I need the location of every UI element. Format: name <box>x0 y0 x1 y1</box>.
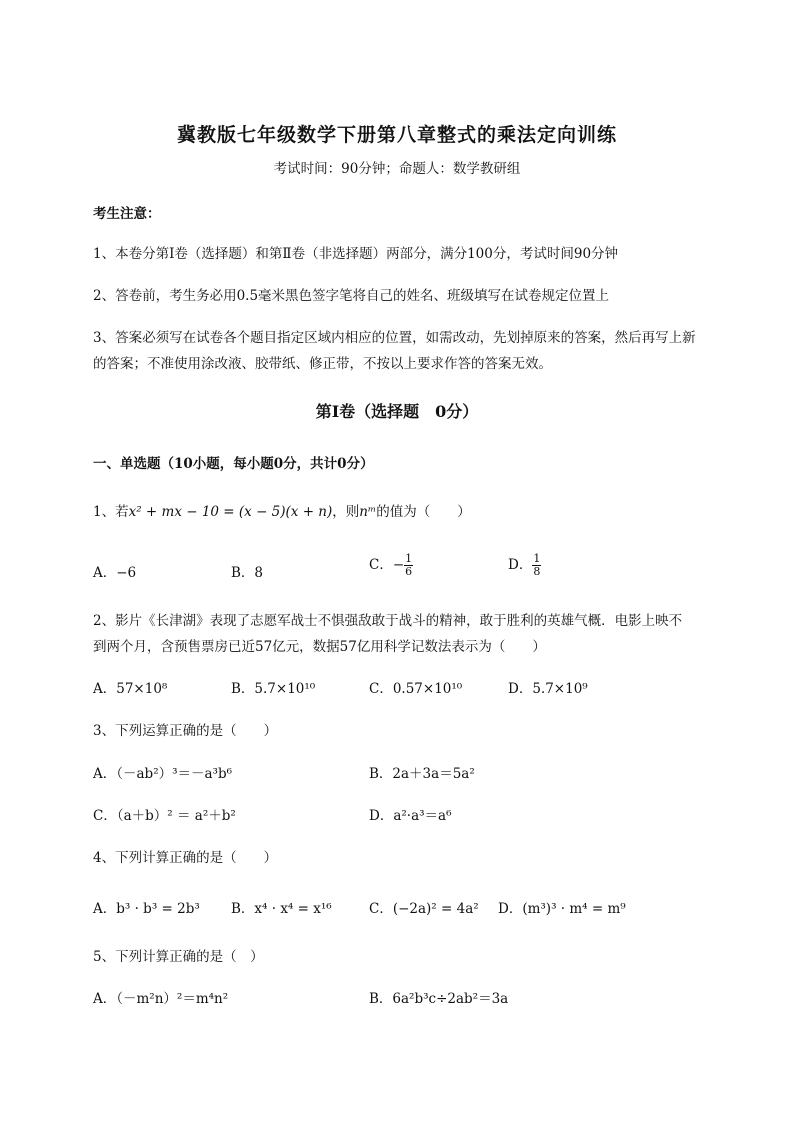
question-1-suffix: 的值为（ ） <box>376 504 471 520</box>
question-3-option-c: C．（a＋b）² ＝ a²＋b² <box>93 808 236 824</box>
notice-heading: 考生注意： <box>93 206 161 222</box>
question-3-option-d: D．a²·a³＝a⁶ <box>369 808 452 824</box>
notice-item-3: 3、答案必须写在试卷各个题目指定区域内相应的位置，如需改动，先划掉原来的答案，然后再写上新 <box>93 330 696 346</box>
question-1-option-c-label: C．− <box>369 557 405 573</box>
question-1-option-a: A．−6 <box>93 565 137 581</box>
question-3-stem: 3、下列运算正确的是（ ） <box>93 723 278 739</box>
fraction <box>404 553 413 578</box>
part-heading: 一、单选题（10小题，每小题0分，共计0分） <box>93 456 374 472</box>
question-4-option-d: D．(m³)³ · m⁴ = m⁹ <box>498 901 626 917</box>
question-1-prefix: 1、若 <box>93 504 129 520</box>
question-1-option-c <box>369 553 413 578</box>
question-5-stem: 5、下列计算正确的是（ ） <box>93 949 264 965</box>
exam-title: 冀教版七年级数学下册第八章整式的乘法定向训练 <box>176 124 617 146</box>
question-3-option-b: B．2a＋3a＝5a² <box>369 766 475 782</box>
section-title: 第I卷（选择题 0分） <box>315 402 479 421</box>
question-2-stem-line-2: 到两个月，含预售票房已近57亿元，数据57亿用科学记数法表示为（ ） <box>93 639 546 655</box>
question-1-option-d-label: D． <box>508 557 533 573</box>
question-4-option-b: B．x⁴ · x⁴ = x¹⁶ <box>231 901 332 917</box>
question-1-power: nᵐ <box>359 504 377 520</box>
fraction-numerator: 1 <box>405 552 413 565</box>
question-2-option-c: C．0.57×10¹⁰ <box>369 681 463 697</box>
question-1-equation: x² + mx − 10 = (x − 5)(x + n) <box>128 504 333 520</box>
question-1-option-b: B．8 <box>231 565 264 581</box>
question-5-option-a: A．（－m²n）²＝m⁴n² <box>93 991 229 1007</box>
question-4-stem: 4、下列计算正确的是（ ） <box>93 850 278 866</box>
question-1-mid: ，则 <box>332 504 360 520</box>
question-1-option-d <box>508 553 541 578</box>
question-1-stem <box>93 500 471 520</box>
notice-item-2: 2、答卷前，考生务必用0.5毫米黑色签字笔将自己的姓名、班级填写在试卷规定位置上 <box>93 288 610 304</box>
question-2-option-b: B．5.7×10¹⁰ <box>231 681 316 697</box>
question-2-stem-line-1: 2、影片《长津湖》表现了志愿军战士不惧强敌敢于战斗的精神，敢于胜利的英雄气概．电影上映不 <box>93 613 683 629</box>
question-4-option-c: C．(−2a)² = 4a² <box>369 901 479 917</box>
question-4-option-a: A．b³ · b³ = 2b³ <box>93 901 200 917</box>
fraction-denominator: 8 <box>533 565 541 578</box>
fraction-denominator: 6 <box>405 565 413 578</box>
notice-item-1: 1、本卷分第I卷（选择题）和第Ⅱ卷（非选择题）两部分，满分100分，考试时间90分钟 <box>93 246 619 262</box>
question-2-option-a: A．57×10⁸ <box>93 681 168 697</box>
question-3-option-a: A．（－ab²）³＝－a³b⁶ <box>93 766 233 782</box>
fraction-numerator: 1 <box>533 552 541 565</box>
notice-item-3-continued: 的答案；不准使用涂改液、胶带纸、修正带，不按以上要求作答的答案无效。 <box>93 356 552 372</box>
fraction <box>532 553 541 578</box>
question-2-option-d: D．5.7×10⁹ <box>508 681 588 697</box>
question-5-option-b: B．6a²b³c÷2ab²＝3a <box>369 991 509 1007</box>
exam-subtitle: 考试时间：90分钟；命题人：数学教研组 <box>273 161 521 177</box>
